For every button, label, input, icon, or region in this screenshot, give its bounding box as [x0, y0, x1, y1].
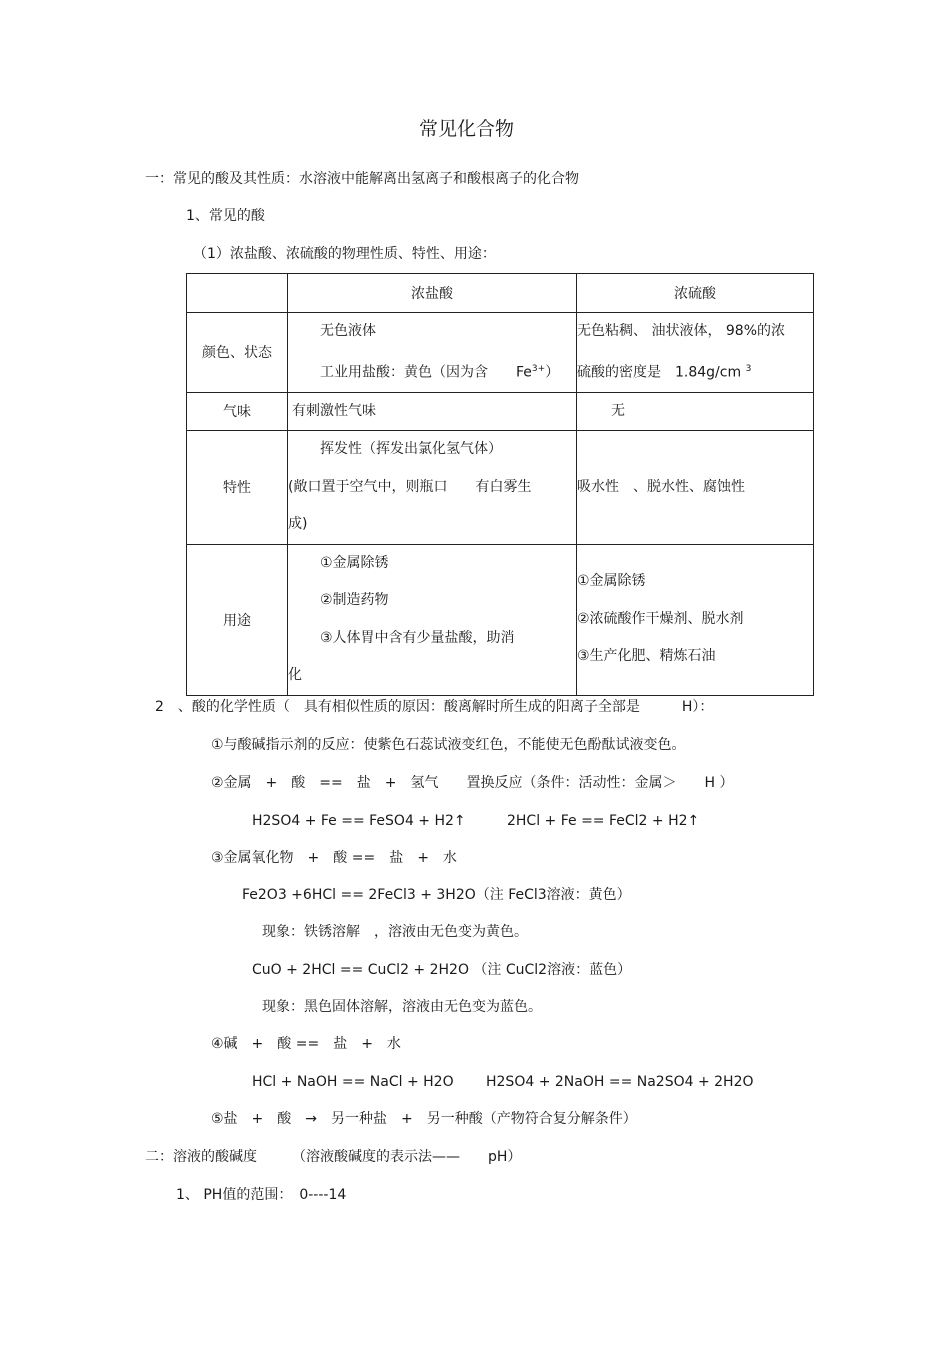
cell-h2so4-characteristics [577, 431, 814, 545]
cell-line-with-ion [288, 351, 576, 392]
cell-line: 有刺激性气味 [292, 402, 376, 419]
row-label-smell: 气味 [187, 392, 288, 431]
row-label-characteristics: 特性 [187, 431, 288, 545]
cell-line: ③生产化肥、精炼石油 [577, 648, 716, 665]
cell-line: 化 [288, 667, 302, 684]
close-paren: ） [545, 364, 560, 381]
cell-line-with-unit [577, 351, 813, 392]
table-header-h2so4: 浓硫酸 [577, 274, 814, 313]
property-base: ④碱 + 酸 == 盐 + 水 [211, 1036, 401, 1052]
table-row [187, 431, 814, 545]
ion-symbol: Fe [516, 364, 532, 381]
cell-line: 无 [611, 402, 625, 419]
section-heading-ph: 二：溶液的酸碱度 （溶液酸碱度的表示法—— pH） [145, 1149, 522, 1165]
cell-line: ②浓硫酸作干燥剂、脱水剂 [577, 610, 744, 627]
cell-h2so4-uses [577, 544, 814, 695]
cell-text: 工业用盐酸：黄色（因为含 [320, 364, 488, 381]
ph-range: 1、 PH值的范围： 0----14 [176, 1187, 347, 1203]
property-salt: ⑤盐 + 酸 → 另一种盐 + 另一种酸（产物符合复分解条件） [211, 1111, 637, 1127]
table-row [187, 544, 814, 695]
property-indicator: ①与酸碱指示剂的反应：使紫色石蕊试液变红色，不能使无色酚酞试液变色。 [211, 737, 686, 753]
unit-exponent: 3 [745, 363, 752, 374]
cell-line: 成) [288, 516, 308, 533]
equation-cuo-hcl: CuO + 2HCl == CuCl2 + 2H2O （注 CuCl2溶液：蓝色） [252, 962, 632, 978]
row-label-color-state: 颜色、状态 [187, 313, 288, 393]
cell-line: (敞口置于空气中，则瓶口 有白雾生 [288, 478, 532, 495]
cell-hcl-color-state [288, 313, 577, 393]
subheading-physical-properties: （1）浓盐酸、浓硫酸的物理性质、特性、用途： [193, 246, 496, 262]
subheading-chemical-properties: 2 、酸的化学性质（ 具有相似性质的原因：酸离解时所生成的阳离子全部是 H）： [155, 699, 714, 715]
cell-line: ①金属除锈 [577, 573, 646, 590]
table-row [187, 313, 814, 393]
ion-charge: 3+ [531, 363, 546, 374]
page-title: 常见化合物 [419, 118, 515, 140]
cell-h2so4-color-state [577, 313, 814, 393]
cell-hcl-characteristics [288, 431, 577, 545]
cell-text: 硫酸的密度是 1.84g/cm [577, 364, 742, 381]
cell-hcl-uses [288, 544, 577, 695]
subheading-common-acids: 1、常见的酸 [186, 208, 265, 224]
property-metal-oxide: ③金属氧化物 + 酸 == 盐 + 水 [211, 850, 457, 866]
cell-line: ③人体胃中含有少量盐酸，助消 [320, 629, 515, 646]
equation-h2so4-naoh: H2SO4 + 2NaOH == Na2SO4 + 2H2O [486, 1074, 754, 1090]
cell-h2so4-smell [577, 392, 814, 431]
cell-hcl-smell [288, 392, 577, 431]
equation-hcl-naoh: HCl + NaOH == NaCl + H2O [252, 1074, 454, 1090]
acid-properties-table [186, 273, 814, 696]
cell-line: ②制造药物 [320, 592, 389, 609]
observation-rust: 现象：铁锈溶解 ，溶液由无色变为黄色。 [262, 924, 528, 940]
equation-fe2o3-hcl: Fe2O3 +6HCl == 2FeCl3 + 3H2O（注 FeCl3溶液：黄色） [242, 887, 631, 903]
table-header-hcl: 浓盐酸 [288, 274, 577, 313]
cell-line: 吸水性 、脱水性、腐蚀性 [577, 478, 745, 495]
section-heading-acids: 一：常见的酸及其性质：水溶液中能解离出氢离子和酸根离子的化合物 [145, 171, 579, 187]
row-label-uses: 用途 [187, 544, 288, 695]
cell-line: ①金属除锈 [320, 554, 389, 571]
observation-cuo: 现象：黑色固体溶解，溶液由无色变为蓝色。 [262, 999, 542, 1015]
table-header-empty [187, 274, 288, 313]
cell-line: 无色粘稠、 油状液体， 98%的浓 [577, 323, 786, 339]
cell-line: 无色液体 [320, 323, 376, 339]
property-metal: ②金属 + 酸 == 盐 + 氢气 置换反应（条件：活动性：金属＞ H ） [211, 775, 734, 791]
table-header-row [187, 274, 814, 313]
table-row [187, 392, 814, 431]
equation-hcl-fe: 2HCl + Fe == FeCl2 + H2↑ [507, 813, 700, 829]
cell-line: 挥发性（挥发出氯化氢气体） [320, 441, 502, 458]
equation-h2so4-fe: H2SO4 + Fe == FeSO4 + H2↑ [252, 813, 466, 829]
